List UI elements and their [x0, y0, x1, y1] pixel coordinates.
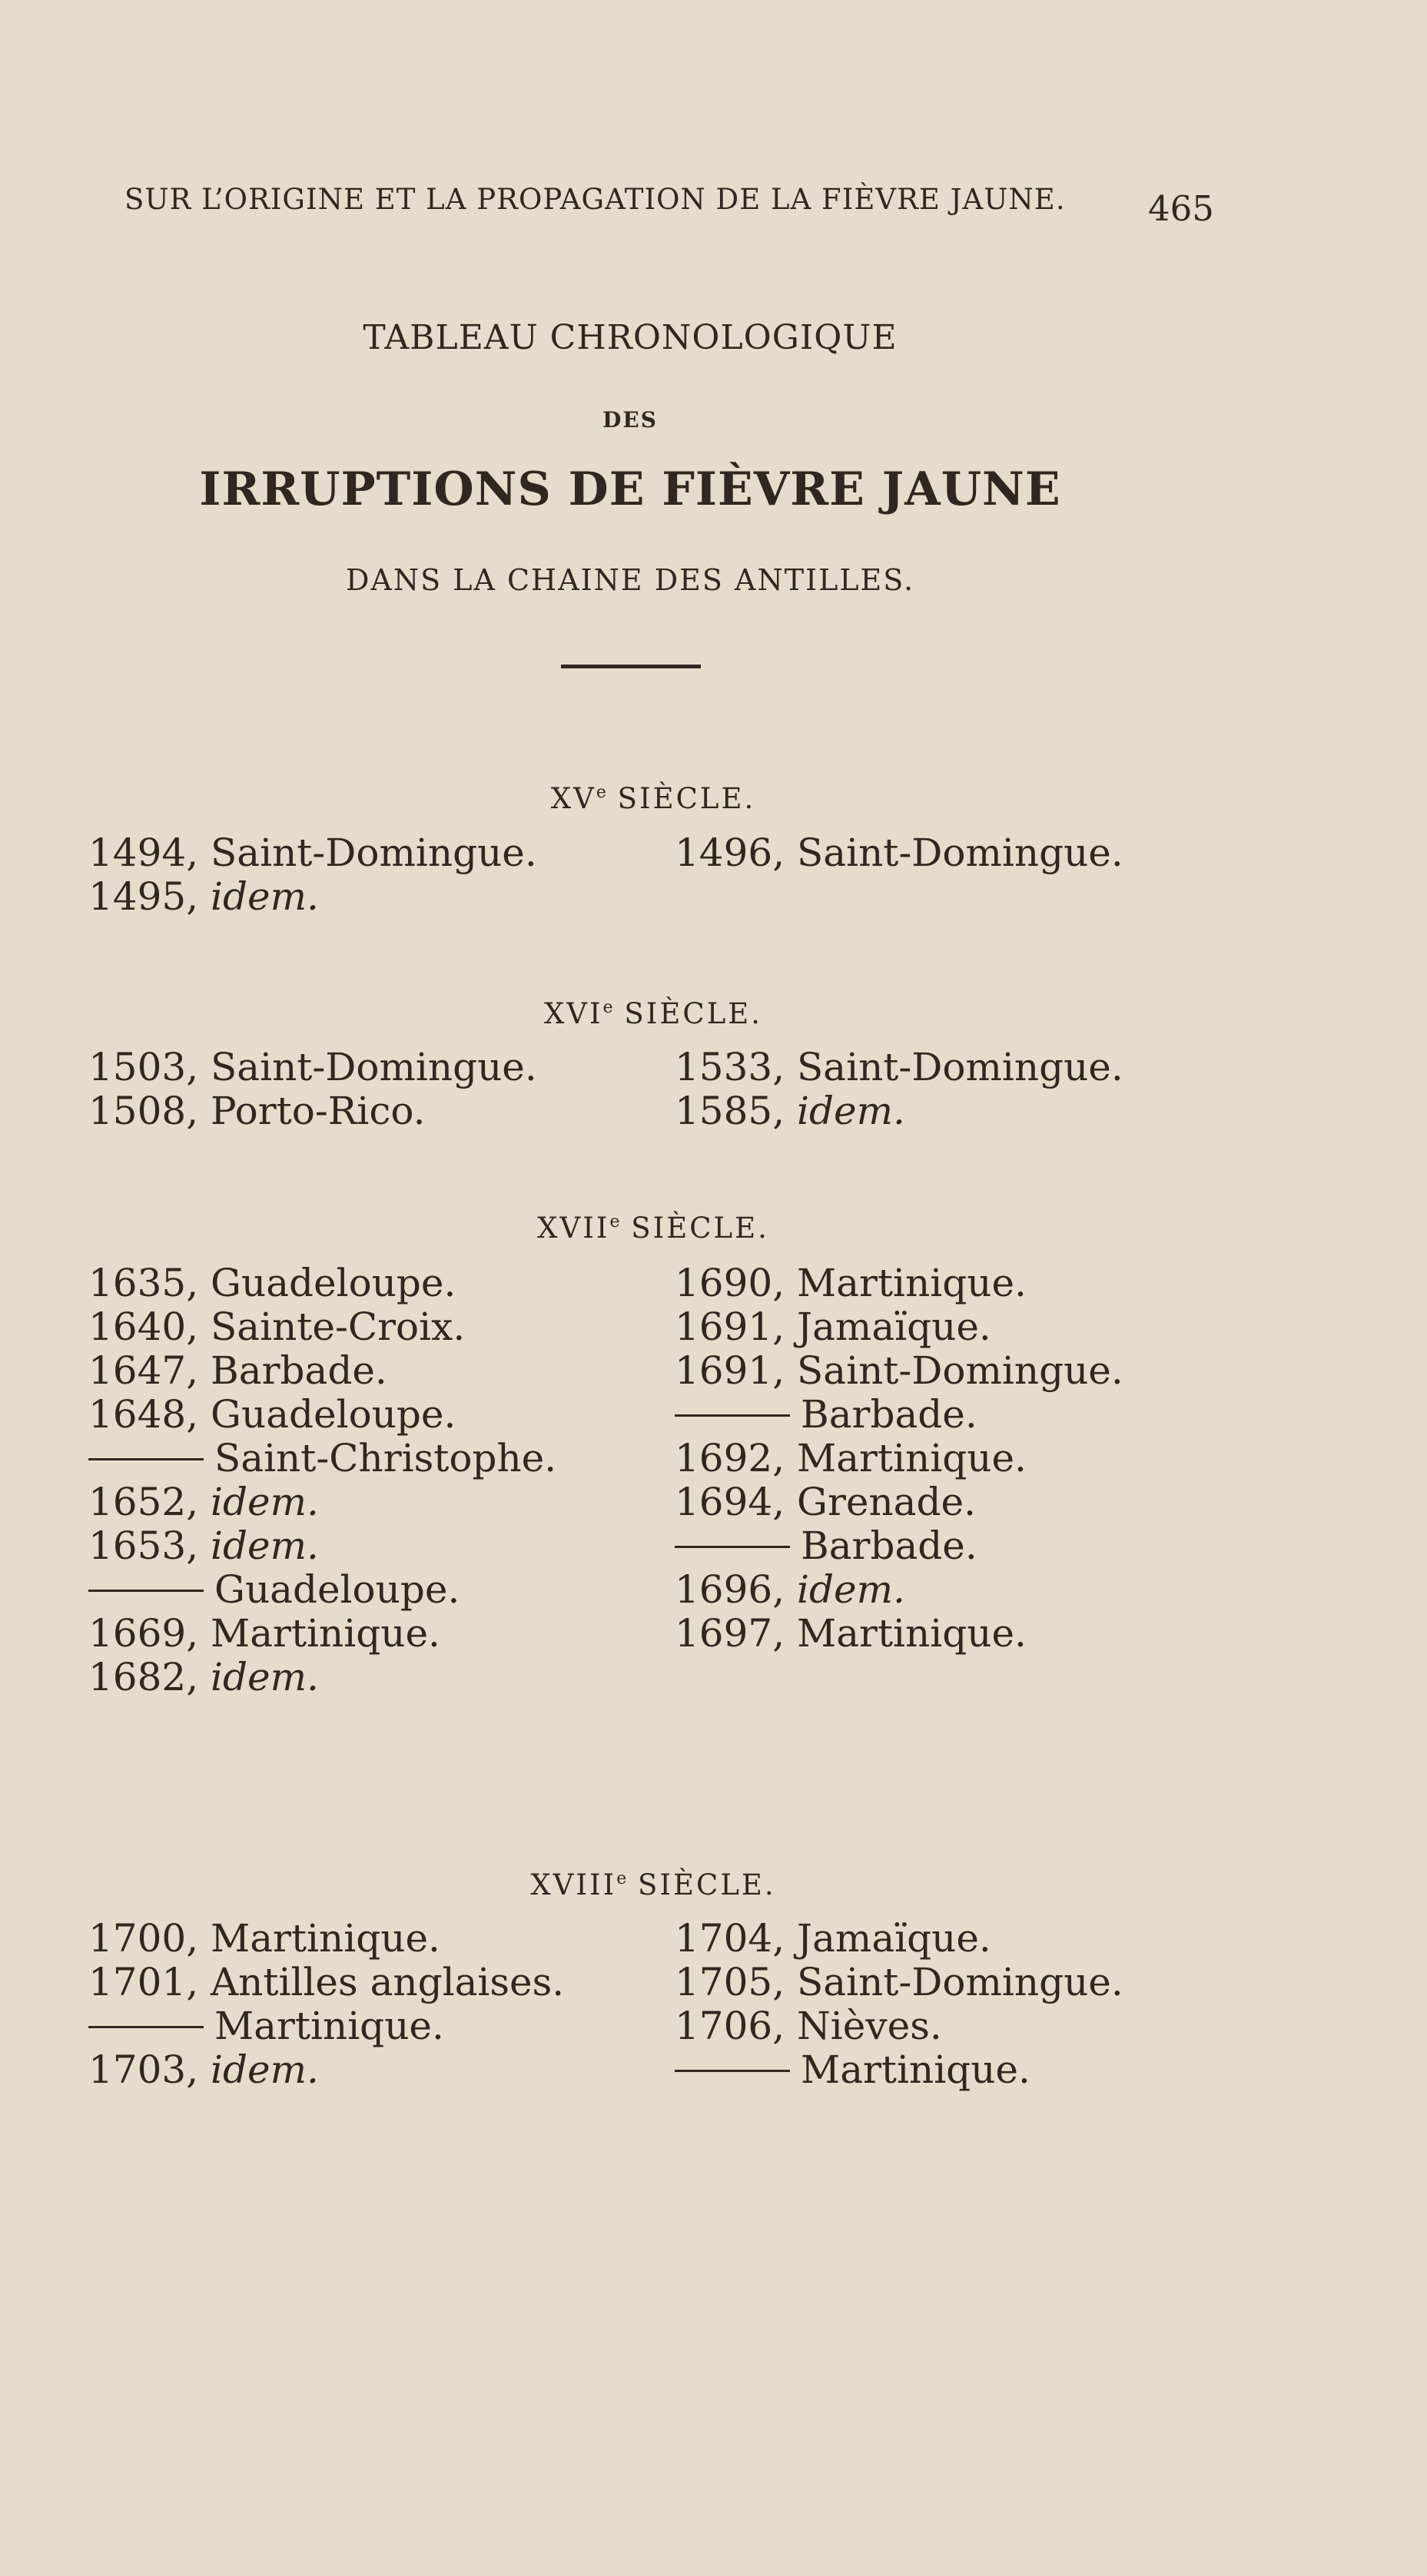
entry-year: 1691, — [675, 1348, 798, 1393]
chronology-entry — [675, 1480, 976, 1524]
century-heading-18 — [0, 1868, 1306, 1901]
entry-place: idem. — [797, 1089, 905, 1133]
entry-year: 1640, — [88, 1305, 211, 1349]
century-word: SIÈCLE. — [617, 782, 756, 815]
century-numeral: XVIII — [530, 1868, 617, 1901]
entry-year: 1585, — [675, 1089, 798, 1133]
chronology-entry — [675, 1348, 1123, 1393]
entry-place: Guadeloupe. — [211, 1392, 456, 1437]
chronology-entry — [88, 1348, 387, 1393]
chronology-entry — [675, 1523, 977, 1568]
chronology-entry — [675, 1611, 1027, 1656]
entry-place: idem. — [211, 2047, 319, 2092]
chronology-entry — [675, 1916, 991, 1961]
chronology-entry — [675, 1436, 1027, 1480]
chronology-entry — [88, 830, 537, 875]
entry-year: 1696, — [675, 1567, 798, 1612]
ditto-dash — [88, 1458, 204, 1460]
chronology-entry — [88, 1480, 319, 1524]
entry-place: Grenade. — [797, 1480, 976, 1524]
century-word: SIÈCLE. — [631, 1212, 769, 1245]
century-numeral: XV — [550, 782, 596, 815]
chronology-entry — [675, 2047, 1030, 2092]
entry-place: Martinique. — [797, 1261, 1027, 1305]
table-title-line-1: TABLEAU CHRONOLOGIQUE — [363, 318, 898, 357]
ditto-dash — [88, 1590, 204, 1592]
title-rule — [561, 665, 701, 668]
entry-place: Barbade. — [801, 1523, 977, 1568]
entry-year: 1705, — [675, 1960, 798, 2004]
century-numeral: XVI — [543, 997, 603, 1030]
entry-year: 1694, — [675, 1480, 798, 1524]
entry-year: 1700, — [88, 1916, 211, 1961]
entry-place: Saint-Domingue. — [211, 1045, 537, 1089]
chronology-entry — [88, 1261, 456, 1305]
century-heading-17 — [0, 1212, 1306, 1245]
entry-place: Barbade. — [211, 1348, 387, 1393]
entry-year: 1701, — [88, 1960, 211, 2004]
entry-place: Guadeloupe. — [214, 1567, 460, 1612]
table-title-main: IRRUPTIONS DE FIÈVRE JAUNE — [199, 462, 1061, 516]
chronology-entry — [88, 1305, 466, 1349]
entry-year: 1704, — [675, 1916, 798, 1961]
chronology-entry — [88, 2047, 319, 2092]
entry-year: 1692, — [675, 1436, 798, 1480]
chronology-entry — [675, 1089, 905, 1133]
chronology-entry — [88, 1523, 319, 1568]
entry-place: idem. — [211, 874, 319, 919]
entry-place: Saint-Domingue. — [797, 830, 1123, 875]
chronology-entry — [675, 830, 1123, 875]
entry-year: 1508, — [88, 1089, 211, 1133]
entry-year: 1503, — [88, 1045, 211, 1089]
chronology-entry — [88, 2004, 444, 2048]
chronology-entry — [675, 1045, 1123, 1089]
entry-place: Nièves. — [797, 2004, 942, 2048]
entry-year: 1494, — [88, 830, 211, 875]
entry-place: idem. — [211, 1480, 319, 1524]
entry-place: Saint-Domingue. — [211, 830, 537, 875]
table-title-subtitle: DANS LA CHAINE DES ANTILLES. — [345, 563, 915, 597]
chronology-entry — [88, 1567, 460, 1612]
entry-place: Martinique. — [211, 1611, 440, 1656]
chronology-entry — [675, 1567, 905, 1612]
entry-year: 1652, — [88, 1480, 211, 1524]
chronology-entry — [88, 1916, 440, 1961]
ditto-dash — [675, 2070, 790, 2072]
entry-place: Martinique. — [214, 2004, 444, 2048]
entry-year: 1703, — [88, 2047, 211, 2092]
entry-place: Saint-Domingue. — [797, 1045, 1123, 1089]
entry-place: Jamaïque. — [797, 1305, 991, 1349]
entry-year: 1669, — [88, 1611, 211, 1656]
chronology-entry — [88, 1655, 319, 1699]
entry-year: 1697, — [675, 1611, 798, 1656]
chronology-entry — [675, 1960, 1123, 2004]
entry-place: idem. — [211, 1655, 319, 1699]
entry-year: 1690, — [675, 1261, 798, 1305]
chronology-entry — [88, 1089, 426, 1133]
entry-year: 1691, — [675, 1305, 798, 1349]
entry-place: Jamaïque. — [797, 1916, 991, 1961]
entry-place: Guadeloupe. — [211, 1261, 456, 1305]
entry-year: 1706, — [675, 2004, 798, 2048]
entry-place: Martinique. — [211, 1916, 440, 1961]
chronology-entry — [88, 1960, 565, 2004]
entry-place: Saint-Domingue. — [797, 1348, 1123, 1393]
entry-year: 1495, — [88, 874, 211, 919]
entry-year: 1653, — [88, 1523, 211, 1568]
chronology-entry — [675, 1261, 1027, 1305]
chronology-entry — [88, 1045, 537, 1089]
century-heading-16 — [0, 997, 1306, 1030]
entry-year: 1647, — [88, 1348, 211, 1393]
entry-place: Saint-Christophe. — [214, 1436, 557, 1480]
entry-year: 1635, — [88, 1261, 211, 1305]
page-number: 465 — [1148, 188, 1214, 229]
chronology-entry — [88, 1436, 557, 1480]
entry-place: Porto-Rico. — [211, 1089, 426, 1133]
entry-place: Sainte-Croix. — [211, 1305, 466, 1349]
entry-place: Martinique. — [801, 2047, 1030, 2092]
running-head: SUR L’ORIGINE ET LA PROPAGATION DE LA FIÈVRE JAUNE. — [124, 183, 1066, 216]
chronology-entry — [675, 2004, 942, 2048]
century-suffix: e — [609, 1212, 620, 1232]
ditto-dash — [675, 1414, 790, 1417]
century-word: SIÈCLE. — [638, 1868, 776, 1901]
century-numeral: XVII — [537, 1212, 610, 1245]
entry-place: Barbade. — [801, 1392, 977, 1437]
entry-year: 1682, — [88, 1655, 211, 1699]
ditto-dash — [675, 1546, 790, 1548]
chronology-entry — [675, 1305, 991, 1349]
entry-year: 1496, — [675, 830, 798, 875]
entry-place: idem. — [797, 1567, 905, 1612]
chronology-entry — [88, 874, 319, 919]
century-word: SIÈCLE. — [624, 997, 763, 1030]
chronology-entry — [88, 1392, 456, 1437]
century-suffix: e — [602, 998, 613, 1017]
table-title-line-2: DES — [602, 407, 658, 433]
entry-year: 1533, — [675, 1045, 798, 1089]
century-heading-15 — [0, 782, 1306, 815]
chronology-entry — [675, 1392, 977, 1437]
entry-place: Antilles anglaises. — [211, 1960, 565, 2004]
entry-year: 1648, — [88, 1392, 211, 1437]
entry-place: Saint-Domingue. — [797, 1960, 1123, 2004]
entry-place: Martinique. — [797, 1436, 1027, 1480]
ditto-dash — [88, 2026, 204, 2028]
chronology-entry — [88, 1611, 440, 1656]
century-suffix: e — [596, 783, 606, 802]
entry-place: Martinique. — [797, 1611, 1027, 1656]
century-suffix: e — [616, 1869, 627, 1888]
entry-place: idem. — [211, 1523, 319, 1568]
